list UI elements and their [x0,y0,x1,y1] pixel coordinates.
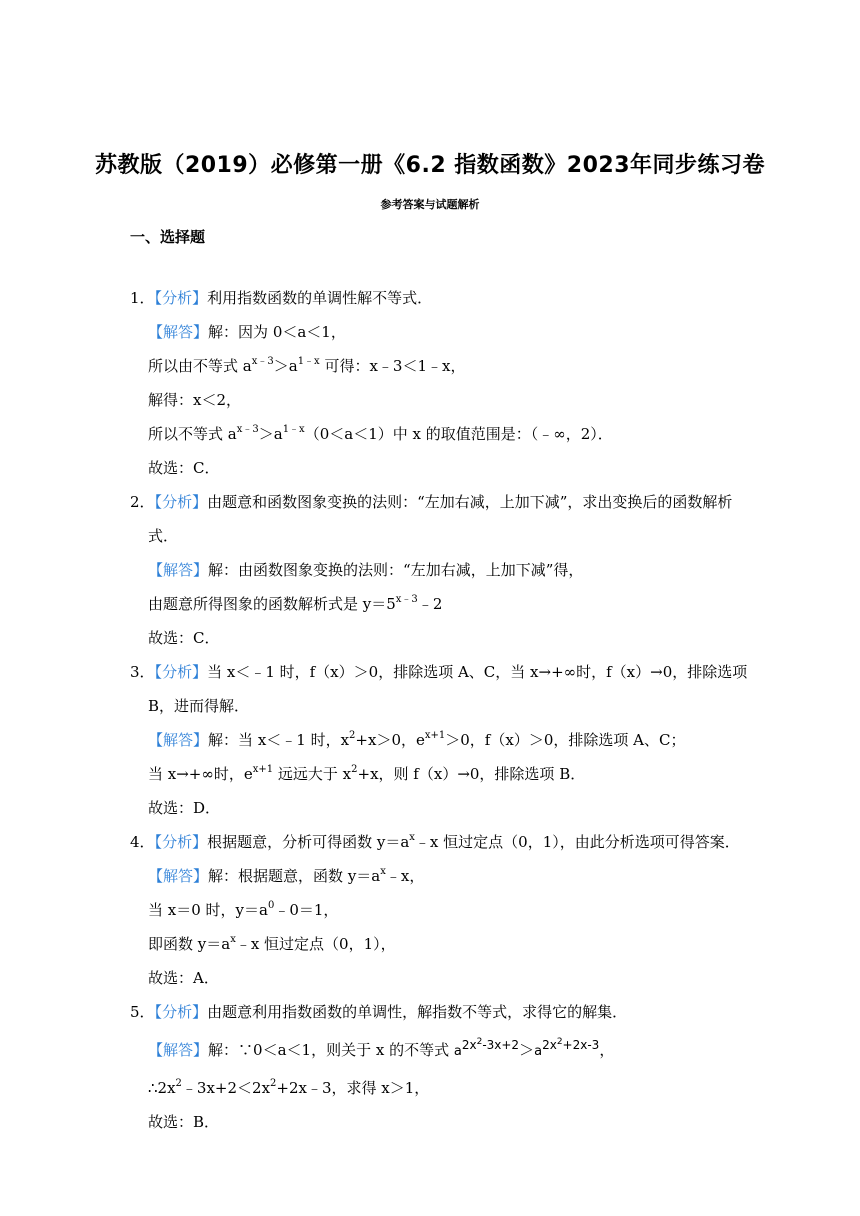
q4-answer-line1: 【解答】解：根据题意，函数 $y=a^x﹣x$， [148,866,425,885]
q4-analysis: 4．【分析】根据题意，分析可得函数 $y=a^x﹣x$ 恒过定点（0，1），由此分析选项可得答案． [130,832,740,851]
q1-analysis-text: 利用指数函数的单调性解不等式． [207,289,433,307]
q5-answer-line2: $\therefore 2x^2﹣3x+2<2x^2+2x﹣3$，求得 x＞1， [148,1078,430,1097]
q1-analysis: 1．【分析】利用指数函数的单调性解不等式． [130,289,433,307]
q1-answer-line2: 所以由不等式 $a^{x﹣3}>a^{1﹣x}$ 可得：x﹣3＜1﹣x， [148,356,466,375]
q1-number: 1． [130,289,155,307]
q4-choice: 故选：A． [148,969,219,987]
q3-analysis-cont: B，进而得解． [148,697,250,715]
q2-analysis: 2．【分析】由题意和函数图象变换的法则：“左加右减，上加下减”，求出变换后的函数解析 [130,493,733,511]
q2-answer-line2: 由题意所得图象的函数解析式是 $y=5^{x﹣3}﹣2$ [148,594,443,613]
analysis-tag: 分析 [162,289,193,307]
q3-answer-line2: 当 x→+∞时，$e^{x+1}$ 远远大于 $x^2+x$，则 f（x）→0，排除选项 B． [148,764,586,783]
q4-answer-line3: 即函数 $y=a^x﹣x$ 恒过定点（0，1）， [148,934,396,953]
q2-number: 2． [130,493,155,511]
q5-inequality-formula: $a^{2x^2-3x+2}$ [453,1037,520,1059]
page-subtitle: 参考答案与试题解析 [380,198,480,211]
q3-answer-line1: 【解答】解：当 x＜﹣1 时，$x^2+x>0$，$e^{x+1}>0$，f（x）＞0，排除选项 A、C； [148,730,686,749]
page-title: 苏教版（2019）必修第一册《6.2 指数函数》2023年同步练习卷 [94,153,766,178]
q4-answer-line2: 当 x＝0 时，$y=a^0﹣0=1$， [148,900,339,919]
q1-answer-line4: 所以不等式 $a^{x﹣3}>a^{1﹣x}(0<a<1)$中 x 的取值范围是：（﹣∞，2）． [148,424,613,443]
q1-answer-line3: 解得：x＜2， [148,391,242,409]
q5-analysis: 5．【分析】由题意利用指数函数的单调性，解指数不等式，求得它的解集． [130,1003,628,1021]
q5-choice: 故选：B． [148,1113,220,1131]
q4-number: 4． [130,833,155,851]
q3-number: 3． [130,663,155,681]
q1-answer-line1: 【解答】解：因为 0＜a＜1， [148,323,346,341]
answer-tag: 解答 [163,323,194,341]
q2-analysis-cont: 式． [148,527,179,545]
q3-analysis: 3．【分析】当 x＜﹣1 时，f（x）＞0，排除选项 A、C，当 x→+∞时，f（x）→0，排除选项 [130,663,748,681]
section-heading: 一、选择题 [130,228,206,246]
q2-choice: 故选：C． [148,629,220,647]
q5-answer-line1: 【解答】解：∵0＜a＜1，则关于 x 的不等式 $a^{2x^2-3x+2}>a^{2x^2+2x-3}$， [148,1037,615,1059]
q1-choice: 故选：C． [148,459,220,477]
q5-number: 5． [130,1003,155,1021]
q2-answer-line1: 【解答】解：由函数图象变换的法则：“左加右减，上加下减”得， [148,561,584,579]
q3-choice: 故选：D． [148,799,221,817]
